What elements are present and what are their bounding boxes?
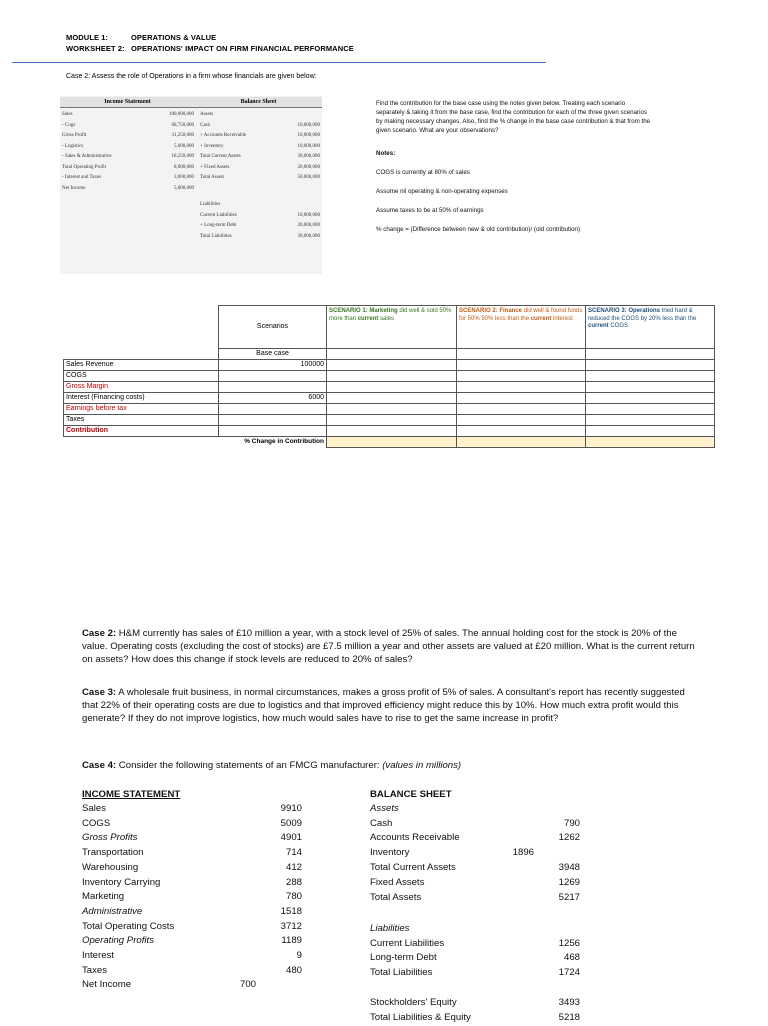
case4-bs-mid-value: 1896 [512, 847, 534, 858]
fs-bs-value: 30,000,000 [297, 233, 320, 239]
worksheet-label: WORKSHEET 2: [66, 44, 125, 53]
s2-cell[interactable] [457, 382, 586, 393]
s2-cell[interactable] [457, 360, 586, 371]
row-label: Taxes [64, 415, 219, 426]
case4-is-label: COGS [82, 817, 111, 829]
table-row [64, 426, 715, 437]
s3-cell[interactable] [586, 415, 715, 426]
module-label: MODULE 1: [66, 33, 109, 42]
fs-bs-value [265, 110, 320, 120]
instr-line-2: separately & taking it from the base case, find the contribution for each of the three given scenarios [376, 109, 648, 116]
case4-is-label: Marketing [82, 891, 125, 903]
case4-bs-label: Total Liabilities & Equity [370, 1012, 471, 1023]
s2-cell[interactable] [457, 415, 586, 426]
row-label: COGS [64, 371, 219, 382]
fs-bs-value: 10,000,000 [297, 212, 320, 218]
worksheet-value: OPERATIONS' IMPACT ON FIRM FINANCIAL PERFORMANCE [131, 44, 354, 53]
fs-bs-value: 10,000,000 [297, 122, 320, 128]
s2-cell[interactable] [457, 404, 586, 415]
case4-is-value: 700 [239, 979, 256, 991]
case4-bs-label: Stockholders' Equity [370, 997, 457, 1008]
fs-is-value: 68,750,000 [171, 122, 194, 128]
fs-is-label: - Logistics [62, 143, 84, 149]
fs-bs-label: Current Liabilities [200, 212, 237, 218]
case4-balance-title: BALANCE SHEET [370, 789, 452, 800]
fs-bs-value: 50,000,000 [297, 175, 320, 180]
base-value[interactable] [219, 426, 327, 437]
table-row [64, 393, 715, 404]
s1-cell[interactable] [327, 393, 457, 404]
fs-is-value: 31,250,000 [171, 133, 194, 138]
s1-blank[interactable] [327, 349, 457, 360]
pct-change-label: % Change in Contribution [244, 438, 324, 446]
base-value[interactable] [219, 415, 327, 426]
fs-is-value: 100,000,000 [169, 112, 194, 117]
s3-cell[interactable] [586, 426, 715, 437]
s1-cell[interactable] [327, 382, 457, 393]
fs-income-title: Income Statement [60, 97, 195, 108]
case4-bs-label: Total Assets [370, 892, 422, 903]
case4-income-title: INCOME STATEMENT [82, 789, 181, 800]
case4-is-label: Warehousing [82, 861, 139, 873]
case4-is-label: Gross Profits [82, 832, 138, 844]
pct-change-s2[interactable] [457, 437, 586, 448]
case4-is-value: 4901 [280, 832, 302, 844]
note-1: COGS is currently at 80% of sales [376, 169, 470, 176]
case4-is-value: 9 [296, 950, 302, 961]
fs-is-label: Sales [62, 112, 73, 117]
s3-cell[interactable] [586, 393, 715, 404]
s3-cell[interactable] [586, 382, 715, 393]
case4-bs-value: 1256 [558, 938, 580, 949]
case4-is-value: 9910 [280, 803, 302, 814]
case4-bs-label: Liabilities [370, 923, 410, 934]
scenario-table [63, 305, 715, 448]
fs-bs-value [265, 200, 320, 210]
table-row [64, 404, 715, 415]
case4-is-label: Administrative [82, 905, 143, 917]
s2-cell[interactable] [457, 426, 586, 437]
header-divider [12, 62, 546, 63]
base-value[interactable]: 6000 [219, 393, 327, 404]
case4-bs-value: 3493 [558, 997, 580, 1008]
pct-change-s1[interactable] [327, 437, 457, 448]
module-value: OPERATIONS & VALUE [131, 33, 217, 42]
case4-bs-value: 1724 [558, 967, 580, 978]
s3-cell[interactable] [586, 371, 715, 382]
fs-bs-value: 20,000,000 [297, 223, 320, 228]
scenario-1-header: SCENARIO 1: Marketing did well & sold 50% more than current sales [327, 306, 457, 349]
row-label: Earnings before tax [64, 404, 219, 415]
case4-is-label: Inventory Carrying [82, 876, 161, 888]
case4-is-label: Sales [82, 803, 106, 814]
financial-statements-image [60, 96, 322, 274]
case4-is-label: Taxes [82, 964, 108, 976]
fs-balance-title: Balance Sheet [195, 97, 322, 108]
fs-is-label: Gross Profit [62, 133, 87, 138]
case4-is-value: 480 [285, 964, 302, 976]
case2-intro: Case 2: Assess the role of Operations in a firm whose financials are given below: [66, 73, 317, 80]
fs-is-value: 8,000,000 [174, 164, 194, 170]
s3-cell[interactable] [586, 360, 715, 371]
case4-bs-value: 5217 [558, 892, 580, 903]
case4-bs-label: Inventory [370, 847, 410, 858]
case4-is-label: Interest [82, 950, 114, 961]
case4-paragraph: Case 4: Consider the following statements of an FMCG manufacturer: (values in millions) [82, 760, 462, 771]
case4-bs-label: Current Liabilities [370, 938, 445, 949]
case4-is-value: 5009 [280, 817, 302, 829]
note-4: % change = (Difference between new & old contribution)/ (old contribution) [376, 226, 581, 233]
scenarios-header: Scenarios [219, 306, 327, 349]
case4-bs-value: 1262 [558, 832, 580, 843]
case4-bs-label: Cash [370, 818, 393, 829]
fs-bs-label: Total Current Assets [200, 154, 241, 159]
case4-bs-value: 5218 [558, 1012, 580, 1023]
case4-bs-value: 468 [563, 952, 580, 963]
fs-bs-label: + Long-term Debt [200, 223, 237, 228]
fs-bs-label: Cash [200, 122, 210, 128]
base-value[interactable] [219, 404, 327, 415]
case4-is-label: Net Income [82, 979, 132, 991]
fs-is-value: 5,000,000 [174, 143, 194, 149]
table-row [64, 382, 715, 393]
fs-bs-value [265, 184, 320, 194]
table-row [64, 371, 715, 382]
fs-is-label: - Sales & Administrative [62, 154, 112, 159]
fs-bs-value: 10,000,000 [297, 133, 320, 138]
fs-is-value: 3,000,000 [174, 175, 194, 180]
case4-bs-label: Assets [370, 803, 399, 814]
case4-is-value: 714 [285, 847, 302, 859]
s1-cell[interactable] [327, 360, 457, 371]
instr-line-1: Find the contribution for the base case using the notes given below. Treating each scenario [376, 100, 626, 107]
case4-is-value: 412 [285, 861, 302, 873]
s2-blank[interactable] [457, 349, 586, 360]
case4-is-label: Transportation [82, 847, 144, 859]
table-row [64, 360, 715, 371]
fs-is-value: 5,000,000 [174, 185, 194, 191]
s2-cell[interactable] [457, 393, 586, 404]
notes-title: Notes: [376, 150, 396, 157]
fs-bs-value: 20,000,000 [297, 164, 320, 170]
fs-is-label: Total Operating Profit [62, 164, 107, 170]
s3-cell[interactable] [586, 404, 715, 415]
fs-is-value: 18,250,000 [171, 154, 194, 159]
case4-is-value: 780 [285, 891, 302, 903]
note-3: Assume taxes to be at 50% of earnings [376, 207, 484, 214]
instr-line-4: given scenario. What are your observations? [376, 127, 499, 134]
case4-bs-value: 1269 [558, 877, 580, 888]
fs-bs-label: + Fixed Assets [200, 164, 230, 170]
fs-is-label: - Cogs [62, 122, 76, 128]
row-label: Sales Revenue [64, 360, 219, 371]
case4-bs-label: Fixed Assets [370, 877, 425, 888]
case3-paragraph: Case 3: A wholesale fruit business, in normal circumstances, makes a gross profit of 5% of sales. A consultant's report has recently suggested that 22% of their operating costs are due to logistics and that improved efficiency might reduce this by 10%. How much extra profit would this generate? If they do not improve logistics, how much would sales have to rise to get the same increase in profit? [82, 687, 685, 724]
fs-bs-label: + Accounts Receivable [200, 133, 247, 138]
scenario-2-header: SCENARIO 2: Finance did well & found funds for 50% 50% less than the current interest [457, 306, 586, 349]
fs-bs-label: Assets [200, 112, 214, 117]
case4-is-label: Operating Profits [82, 935, 154, 947]
note-2: Assume nil operating & non-operating expenses [376, 188, 508, 195]
row-label: Interest (Financing costs) [64, 393, 219, 404]
case4-bs-label: Accounts Receivable [370, 832, 460, 843]
fs-is-label: Net Income [62, 185, 86, 191]
case4-is-value: 288 [285, 876, 302, 888]
case4-is-value: 1189 [281, 935, 302, 947]
case2-paragraph: Case 2: H&M currently has sales of £10 million a year, with a stock level of 25% of sales. The annual holding cost for the stock is 20% of the value. Operating costs (excluding the cost of stocks) are £7.5 million a year and other assets are valued at £20 million. What is the current return on assets? How does this change if stock levels are reduced to 20% of sales? [82, 628, 695, 665]
base-value[interactable] [219, 382, 327, 393]
base-case-label: Base case [219, 349, 327, 360]
base-value[interactable] [219, 371, 327, 382]
s1-cell[interactable] [327, 426, 457, 437]
table-row [64, 415, 715, 426]
case4-is-value: 3712 [280, 920, 302, 932]
pct-change-s3[interactable] [586, 437, 715, 448]
s1-cell[interactable] [327, 404, 457, 415]
case4-is-value: 1518 [280, 905, 302, 917]
row-label: Gross Margin [64, 382, 219, 393]
fs-bs-value: 30,000,000 [297, 154, 320, 159]
s3-blank[interactable] [586, 349, 715, 360]
fs-bs-label: + Inventory [200, 143, 224, 149]
instr-line-3: by making necessary changes. Also, find the % change in the base case contribution & that from the [376, 118, 651, 125]
case4-bs-label: Total Current Assets [370, 862, 456, 873]
fs-is-label: - Interest and Taxes [62, 175, 102, 180]
case4-bs-value: 3948 [558, 862, 580, 873]
s2-cell[interactable] [457, 371, 586, 382]
s1-cell[interactable] [327, 415, 457, 426]
fs-bs-label: Total Assets [200, 175, 225, 180]
s1-cell[interactable] [327, 371, 457, 382]
case4-bs-label: Total Liabilities [370, 967, 433, 978]
case4-is-label: Total Operating Costs [82, 920, 175, 932]
fs-bs-value: 10,000,000 [297, 143, 320, 149]
row-label: Contribution [64, 426, 219, 437]
case4-bs-label: Long-term Debt [370, 952, 437, 963]
scenario-3-header: SCENARIO 3: Operations tried hard & reduced the COGS by 20% less than the current COGS [586, 306, 715, 349]
fs-bs-label: Liabilities [200, 202, 221, 207]
base-value[interactable]: 100000 [219, 360, 327, 371]
fs-bs-label: Total Liabilities [200, 233, 232, 239]
case4-bs-value: 790 [563, 818, 580, 829]
